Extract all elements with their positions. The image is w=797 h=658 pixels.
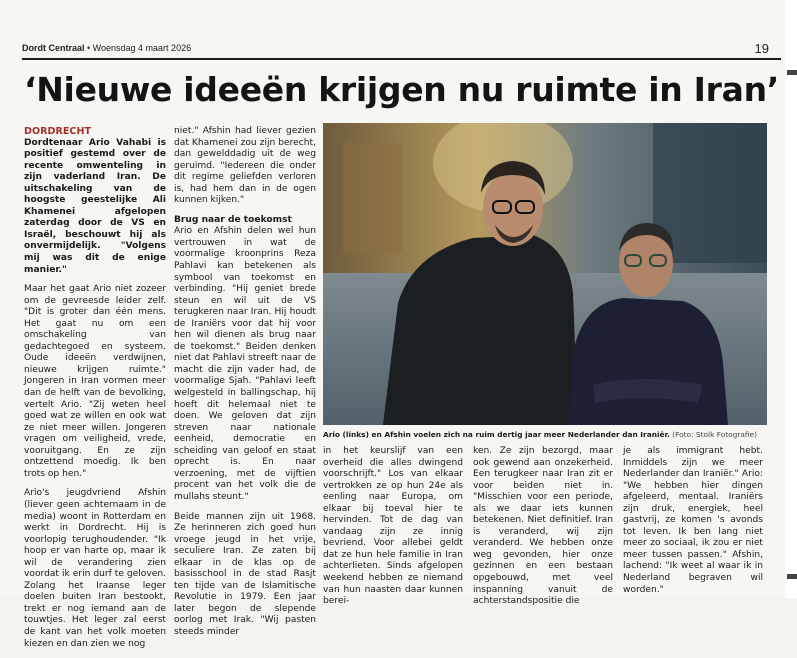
caption-text: Ario (links) en Afshin voelen zich na ruim dertig jaar meer Nederlander dan Iraniër. xyxy=(323,430,670,439)
article-photo xyxy=(323,123,767,425)
article-column-4 xyxy=(473,446,613,616)
photo-caption xyxy=(323,430,783,439)
body-paragraph: je als immigrant hebt. Inmiddels zijn we meer Nederlander dan Iraniër." Ario: "We hebben hier dingen afgeleerd, mentaal. Iraniërs zijn druk, energiek, heel gastvrij, ze komen 's avonds tot leven. Ik ben lang niet meer zo sociaal, ik zou er niet meer tussen passen." Afshin, lachend: "Ik weet al waar ik in Nederland begraven wil worden." xyxy=(623,446,763,595)
article-column-5 xyxy=(623,446,763,604)
body-paragraph: niet." Afshin had liever gezien dat Khamenei zou zijn berecht, dan gewelddadig uit de weg geruimd. "Iedereen die onder dit regime geliefden verloren is, had hem dan in de ogen kunnen kijken." xyxy=(174,126,316,206)
article-column-2 xyxy=(174,126,316,647)
dateline: DORDRECHT xyxy=(24,126,92,137)
headline: ‘Nieuwe ideeën krijgen nu ruimte in Iran’ xyxy=(24,70,780,109)
edge-mark xyxy=(787,574,797,579)
body-paragraph: ken. Ze zijn bezorgd, maar ook gewend aan onzekerheid. Een terugkeer naar Iran zit er voor beiden niet in. "Misschien voor een periode, als we daar iets kunnen betekenen. Niet definitief. Iran is veranderd, wij zijn veranderd. We hebben onze weg gevonden, hier onze gezinnen en een bestaan opgebouwd, met veel inspanning vanuit de achterstandspositie die xyxy=(473,446,613,607)
lead-paragraph: Dordtenaar Ario Vahabi is positief gestemd over de recente omwenteling in zijn vaderland Iran. De uitschakeling van de hoogste geestelijke Ali Khamenei afgelopen zaterdag door de VS en Israël, beschouwt hij als onvermijdelijk. "Volgens mij was dit de enige manier." xyxy=(24,137,166,275)
body-paragraph: Ario's jeugdvriend Afshin (liever geen achternaam in de media) woont in Rotterdam en werkt in Dordrecht. Hij is voorlopig terughoudender. "Ik hoop er van harte op, maar ik wil de verandering zien voordat ik erin durf te geloven. Zolang het Iraanse leger doelen buiten Iran bestookt, trekt er nog iemand aan de touwtjes. Het leger zal eerst de kant van het volk moeten kiezen en dan zien we nog xyxy=(24,488,166,649)
article-column-1 xyxy=(24,126,166,658)
page-edge xyxy=(785,0,797,598)
body-paragraph: in het keurslijf van een overheid die alles dwingend voorschrijft." Los van elkaar vertrokken ze op hun 24e als eenling naar Europa, om elkaar bij toeval hier te hervinden. Tot de dag van vandaag zijn ze innig bevriend. Voor allebei geldt dat ze hun hele familie in Iran achterlieten. Sinds afgelopen weekend hebben ze niemand van hun naasten daar kunnen berei- xyxy=(323,446,463,607)
body-paragraph: Beide mannen zijn uit 1968. Ze herinneren zich goed hun vroege jeugd in het vrije, seculiere Iran. Ze zaten bij elkaar in de klas op de basisschool in de stad Rasjt ten tijde van de Islamitische Revolutie in 1979. Een jaar later begon de slepende oorlog met Irak. "Wij pasten steeds minder xyxy=(174,511,316,637)
page-number: 19 xyxy=(754,41,769,56)
page-header xyxy=(22,43,775,57)
header-rule xyxy=(22,58,781,60)
body-paragraph: Ario en Afshin delen wel hun vertrouwen in wat de voormalige kroonprins Reza Pahlavi kan betekenen als symbool van toekomst en verbinding. "Hij geniet brede steun en wil uit de VS terugkeren naar Iran. Hij houdt de Iraniërs voor dat hij voor hen wil dienen als brug naar de toekomst." Beiden denken niet dat Pahlavi streeft naar de macht die zijn vader had, de voormalige Sjah. "Pahlavi leeft welgesteld in ballingschap, hij hoeft dit helemaal niet te doen. We geloven dat zijn streven naar nationale eenheid, democratie en scheiding van geloof en staat oprecht is. En naar verzoening, met de vijftien procent van het volk die de mullahs steunt." xyxy=(174,226,316,502)
article-column-3 xyxy=(323,446,463,616)
issue-date: • Woensdag 4 maart 2026 xyxy=(87,43,192,53)
body-paragraph: Maar het gaat Ario niet zozeer om de gevreesde leider zelf. "Dit is groter dan één mens. Het gaat nu om een omschakeling van gedachtegoed en systeem. Oude ideeën verdwijnen, nieuwe krijgen ruimte." Jongeren in Iran vormen meer dan de helft van de bevolking, vertelt Ario. "Zij weten heel goed wat ze willen en ook wat ze niet meer willen. Jongeren vragen om veiligheid, vrede, vooruitgang. En ze zijn ontzettend moedig. Ik ben trots op hen." xyxy=(24,284,166,479)
photo-credit: (Foto: Stolk Fotografie) xyxy=(672,430,757,439)
subheading: Brug naar de toekomst xyxy=(174,214,292,225)
publication-name: Dordt Centraal xyxy=(22,43,85,53)
edge-mark xyxy=(787,70,797,75)
